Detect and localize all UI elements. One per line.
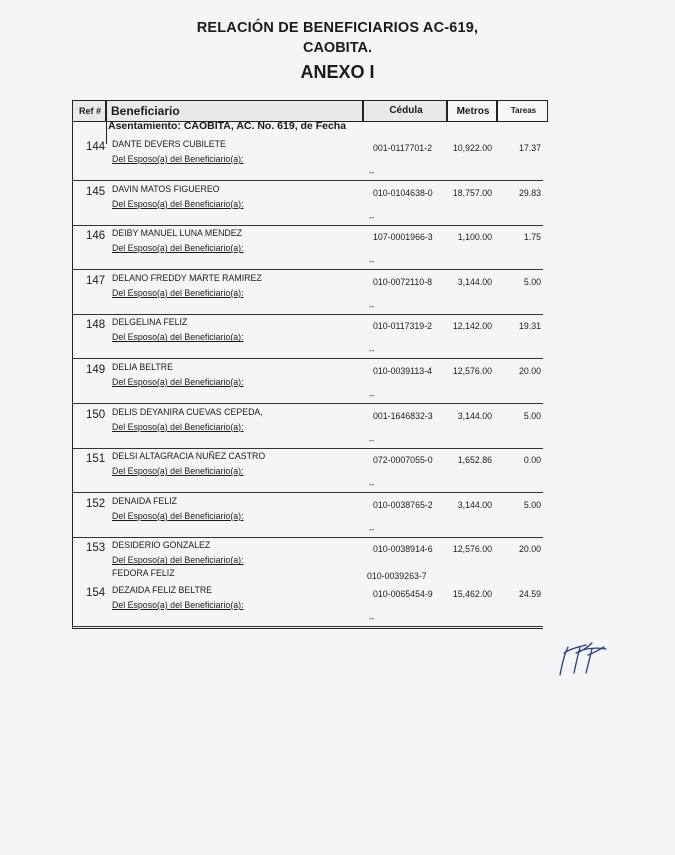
table-row bbox=[72, 495, 548, 540]
spouse-cedula-empty: -- bbox=[369, 391, 375, 400]
metros-value: 3,144.00 bbox=[457, 499, 492, 510]
spouse-label: Del Esposo(a) del Beneficiario(a): bbox=[112, 510, 244, 521]
spouse-label: Del Esposo(a) del Beneficiario(a): bbox=[112, 154, 244, 164]
table-row bbox=[72, 406, 548, 451]
header-tareas: Tareas bbox=[497, 100, 548, 122]
asentamiento-heading: Asentamiento: CAOBITA, AC. No. 619, de Fecha bbox=[108, 120, 347, 132]
row-separator bbox=[72, 358, 543, 359]
metros-value: 3,144.00 bbox=[457, 410, 492, 421]
row-ref: 147 bbox=[86, 274, 106, 287]
beneficiary-name: DEIBY MANUEL LUNA MENDEZ bbox=[112, 228, 243, 239]
tareas-value: 1.75 bbox=[523, 232, 541, 243]
tareas-value: 5.00 bbox=[523, 410, 541, 421]
beneficiary-name: DAVIN MATOS FIGUEREO bbox=[112, 183, 220, 194]
row-separator bbox=[72, 225, 543, 226]
metros-value: 3,144.00 bbox=[457, 276, 492, 287]
row-ref: 144 bbox=[86, 141, 106, 153]
table-row bbox=[72, 138, 548, 183]
row-separator bbox=[72, 403, 543, 404]
cedula-value: 010-0117319-2 bbox=[373, 321, 433, 332]
spouse-label: Del Esposo(a) del Beneficiario(a): bbox=[112, 600, 244, 610]
spouse-cedula-empty: -- bbox=[369, 212, 375, 222]
cedula-value: 001-1646832-3 bbox=[373, 410, 433, 421]
spouse-cedula-empty: -- bbox=[369, 435, 375, 445]
tareas-value: 20.00 bbox=[518, 544, 541, 555]
tareas-value: 17.37 bbox=[518, 143, 541, 153]
metros-value: 12,576.00 bbox=[452, 366, 492, 376]
row-ref: 153 bbox=[86, 542, 106, 555]
table-row bbox=[72, 272, 548, 317]
cedula-value: 010-0038914-6 bbox=[373, 544, 433, 555]
beneficiary-name: DESIDERIO GONZALEZ bbox=[112, 540, 211, 551]
table-row bbox=[72, 584, 548, 629]
header-beneficiario: Beneficiario bbox=[106, 100, 363, 122]
spouse-cedula-empty: -- bbox=[369, 524, 375, 534]
metros-value: 10,922.00 bbox=[452, 143, 492, 153]
spouse-cedula: 010-0039263-7 bbox=[367, 571, 427, 582]
metros-value: 15,462.00 bbox=[452, 589, 492, 599]
row-separator bbox=[72, 492, 543, 493]
spouse-cedula-empty: -- bbox=[369, 301, 375, 311]
spouse-cedula-empty: -- bbox=[369, 168, 375, 177]
spouse-cedula-empty: -- bbox=[369, 480, 375, 490]
spouse-label: Del Esposo(a) del Beneficiario(a): bbox=[112, 555, 244, 566]
beneficiary-name: DELIA BELTRE bbox=[112, 362, 173, 372]
row-ref: 154 bbox=[86, 587, 106, 599]
spouse-label: Del Esposo(a) del Beneficiario(a): bbox=[112, 243, 244, 254]
cedula-value: 010-0039113-4 bbox=[373, 366, 433, 376]
spouse-label: Del Esposo(a) del Beneficiario(a): bbox=[112, 198, 244, 209]
header-ref: Ref # bbox=[72, 100, 106, 122]
metros-value: 1,100.00 bbox=[457, 232, 492, 243]
beneficiary-name: DENAIDA FELIZ bbox=[112, 495, 178, 506]
tareas-value: 29.83 bbox=[518, 187, 541, 198]
beneficiary-name: DEZAIDA FELIZ BELTRE bbox=[112, 585, 213, 595]
tareas-value: 24.59 bbox=[518, 589, 541, 599]
row-separator bbox=[72, 448, 543, 449]
header-cedula: Cédula bbox=[363, 100, 447, 122]
cedula-value: 010-0072110-8 bbox=[373, 276, 433, 287]
beneficiary-name: DELSI ALTAGRACIA NUÑEZ CASTRO bbox=[112, 451, 266, 462]
cedula-value: 010-0038765-2 bbox=[373, 499, 433, 510]
annex-title: ANEXO I bbox=[300, 62, 375, 82]
spouse-cedula-empty: -- bbox=[369, 346, 375, 356]
signature bbox=[556, 635, 611, 680]
spouse-label: Del Esposo(a) del Beneficiario(a): bbox=[112, 287, 244, 298]
metros-value: 1,652.86 bbox=[457, 455, 492, 466]
spouse-cedula-empty: -- bbox=[369, 614, 375, 623]
row-ref: 150 bbox=[86, 408, 106, 421]
metros-value: 12,142.00 bbox=[452, 321, 492, 332]
row-ref: 146 bbox=[86, 230, 106, 243]
spouse-label: Del Esposo(a) del Beneficiario(a): bbox=[112, 377, 244, 387]
table-row bbox=[72, 316, 548, 361]
beneficiary-name: DELGELINA FELIZ bbox=[112, 317, 188, 328]
metros-value: 18,757.00 bbox=[452, 187, 492, 198]
table-row bbox=[72, 183, 548, 228]
row-separator bbox=[72, 269, 543, 270]
tareas-value: 5.00 bbox=[523, 499, 541, 510]
cedula-value: 001-0117701-2 bbox=[373, 143, 433, 153]
tareas-value: 0.00 bbox=[523, 455, 541, 466]
spouse-label: Del Esposo(a) del Beneficiario(a): bbox=[112, 421, 244, 432]
spouse-label: Del Esposo(a) del Beneficiario(a): bbox=[112, 332, 244, 343]
row-ref: 148 bbox=[86, 319, 106, 332]
row-ref: 149 bbox=[86, 364, 106, 376]
document-subtitle: CAOBITA. bbox=[302, 40, 372, 56]
cedula-value: 010-0065454-9 bbox=[373, 589, 433, 599]
cedula-value: 072-0007055-0 bbox=[373, 455, 433, 466]
beneficiary-name: DELANO FREDDY MARTE RAMIREZ bbox=[112, 272, 262, 283]
metros-value: 12,576.00 bbox=[452, 544, 492, 555]
row-separator bbox=[72, 626, 543, 627]
table-bottom-border bbox=[72, 628, 543, 629]
row-separator bbox=[72, 537, 543, 538]
beneficiary-name: DANTE DEVERS CUBILETE bbox=[112, 139, 226, 149]
row-ref: 145 bbox=[86, 185, 106, 198]
spouse-cedula-empty: -- bbox=[369, 257, 375, 267]
table-row bbox=[72, 361, 548, 406]
row-ref: 151 bbox=[86, 453, 106, 466]
row-separator bbox=[72, 314, 543, 315]
beneficiary-name: DELIS DEYANIRA CUEVAS CEPEDA, bbox=[112, 406, 263, 417]
tareas-value: 5.00 bbox=[523, 276, 541, 287]
table-row bbox=[72, 539, 548, 584]
spouse-label: Del Esposo(a) del Beneficiario(a): bbox=[112, 466, 244, 477]
row-ref: 152 bbox=[86, 497, 106, 510]
header-metros: Metros bbox=[447, 100, 497, 122]
tareas-value: 19.31 bbox=[518, 321, 541, 332]
row-separator bbox=[72, 180, 543, 181]
spouse-name: FEDORA FELIZ bbox=[112, 568, 175, 579]
table-row bbox=[72, 227, 548, 272]
tareas-value: 20.00 bbox=[518, 366, 541, 376]
document-title: RELACIÓN DE BENEFICIARIOS AC-619, bbox=[196, 20, 479, 36]
cedula-value: 010-0104638-0 bbox=[373, 187, 433, 198]
table-row bbox=[72, 450, 548, 495]
cedula-value: 107-0001966-3 bbox=[373, 232, 433, 243]
